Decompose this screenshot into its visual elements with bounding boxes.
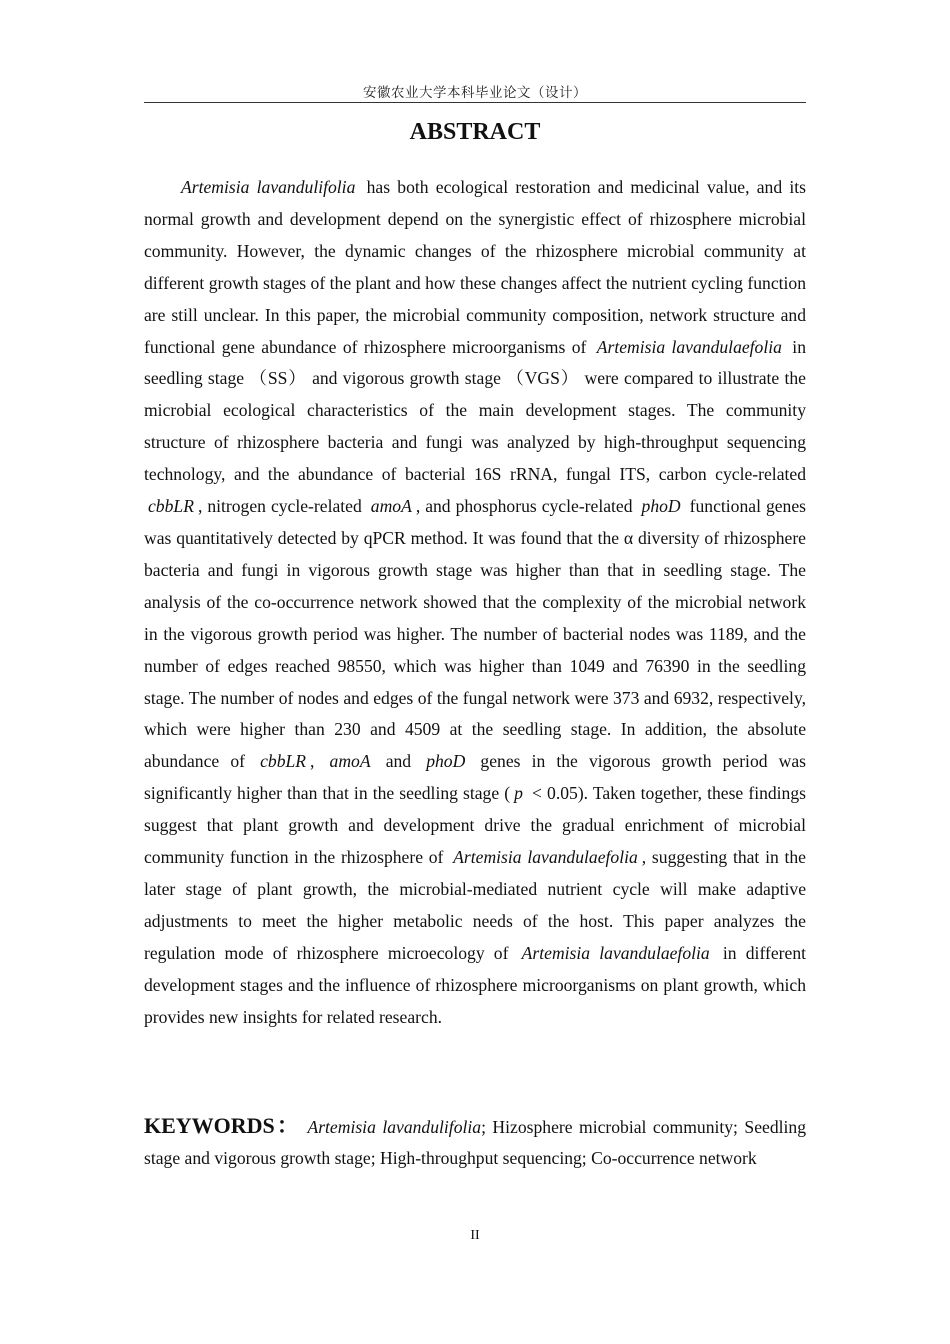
- abstract-text-run: in different development stages and the influence of rhizosphere microorganisms on plant growth, which provides new insights for related research.: [144, 942, 807, 1027]
- abstract-text-run: , and phosphorus cycle-related: [415, 496, 638, 517]
- abstract-title: ABSTRACT: [409, 119, 541, 145]
- abstract-text-run: in seedling stage （SS） and vigorous growth stage （VGS） were compared to illustrate the microbial ecological characteristics of the main development stages. The community structure of rhizosphere bacteria and fungi was analyzed by high-throughput sequencing technology, and the abundance of bacterial 16S rRNA, fungal ITS, carbon cycle-related: [144, 336, 806, 485]
- italic-term: Artemisia lavandulifolia: [181, 177, 356, 197]
- abstract-text-run: < 0.05). Taken together, these findings suggest that plant growth and development drive the gradual enrichment of microbial community function in the rhizosphere of: [144, 783, 807, 868]
- italic-term: cbbLR: [148, 496, 194, 517]
- italic-term: p: [514, 783, 523, 804]
- abstract-text-run: ,: [310, 751, 326, 772]
- abstract-paragraph: [144, 172, 806, 1033]
- keyword-species: Artemisia lavandulifolia: [307, 1117, 482, 1137]
- abstract-text-run: functional genes was quantitatively detected by qPCR method. It was found that the α diversity of rhizosphere bacteria and fungi in vigorous growth stage was higher than that in seedling stage. The analysis of the co-occurrence network showed that the complexity of the microbial network in the vigorous growth period was higher. The number of bacterial nodes was 1189, and the number of edges reached 98550, which was higher than 1049 and 76390 in the seedling stage. The number of nodes and edges of the fungal network were 373 and 6932, respectively, which were higher than 230 and 4509 at the seedling stage. In addition, the absolute abundance of: [144, 496, 807, 772]
- abstract-text-run: genes in the vigorous growth period was significantly higher than that in the seedling stage (: [144, 751, 806, 804]
- header-rule: [144, 102, 806, 103]
- italic-term: cbbLR: [260, 751, 307, 772]
- italic-term: amoA: [370, 496, 412, 517]
- italic-term: Artemisia lavandulaefolia: [453, 847, 638, 868]
- keywords-block: [144, 1111, 806, 1173]
- running-header: 安徽农业大学本科毕业论文（设计）: [363, 85, 587, 100]
- italic-term: Artemisia lavandulaefolia: [596, 336, 782, 357]
- abstract-text-run: , suggesting that in the later stage of plant growth, the microbial-mediated nutrient cycle will make adaptive adjustments to meet the higher metabolic needs of the host. This paper analyzes the regulation mode of rhizosphere microecology of: [144, 847, 806, 963]
- abstract-text-run: and: [374, 751, 423, 772]
- italic-term: amoA: [329, 751, 371, 772]
- abstract-text-run: has both ecological restoration and medicinal value, and its normal growth and development depend on the synergistic effect of rhizosphere microbial community. However, the dynamic changes of the rhizosphere microbial community at different growth stages of the plant and how these changes affect the nutrient cycling function are still unclear. In this paper, the microbial community composition, network structure and functional gene abundance of rhizosphere microorganisms of: [144, 177, 806, 357]
- abstract-text-run: , nitrogen cycle-related: [197, 496, 367, 517]
- keywords-label: KEYWORDS：: [144, 1113, 301, 1138]
- page-number: II: [470, 1228, 480, 1243]
- italic-term: phoD: [641, 496, 681, 517]
- italic-term: Artemisia lavandulaefolia: [521, 942, 710, 963]
- italic-term: phoD: [426, 751, 466, 772]
- keywords-list: ; Hizosphere microbial community; Seedling stage and vigorous growth stage; High-throughput sequencing; Co-occurrence network: [144, 1117, 806, 1168]
